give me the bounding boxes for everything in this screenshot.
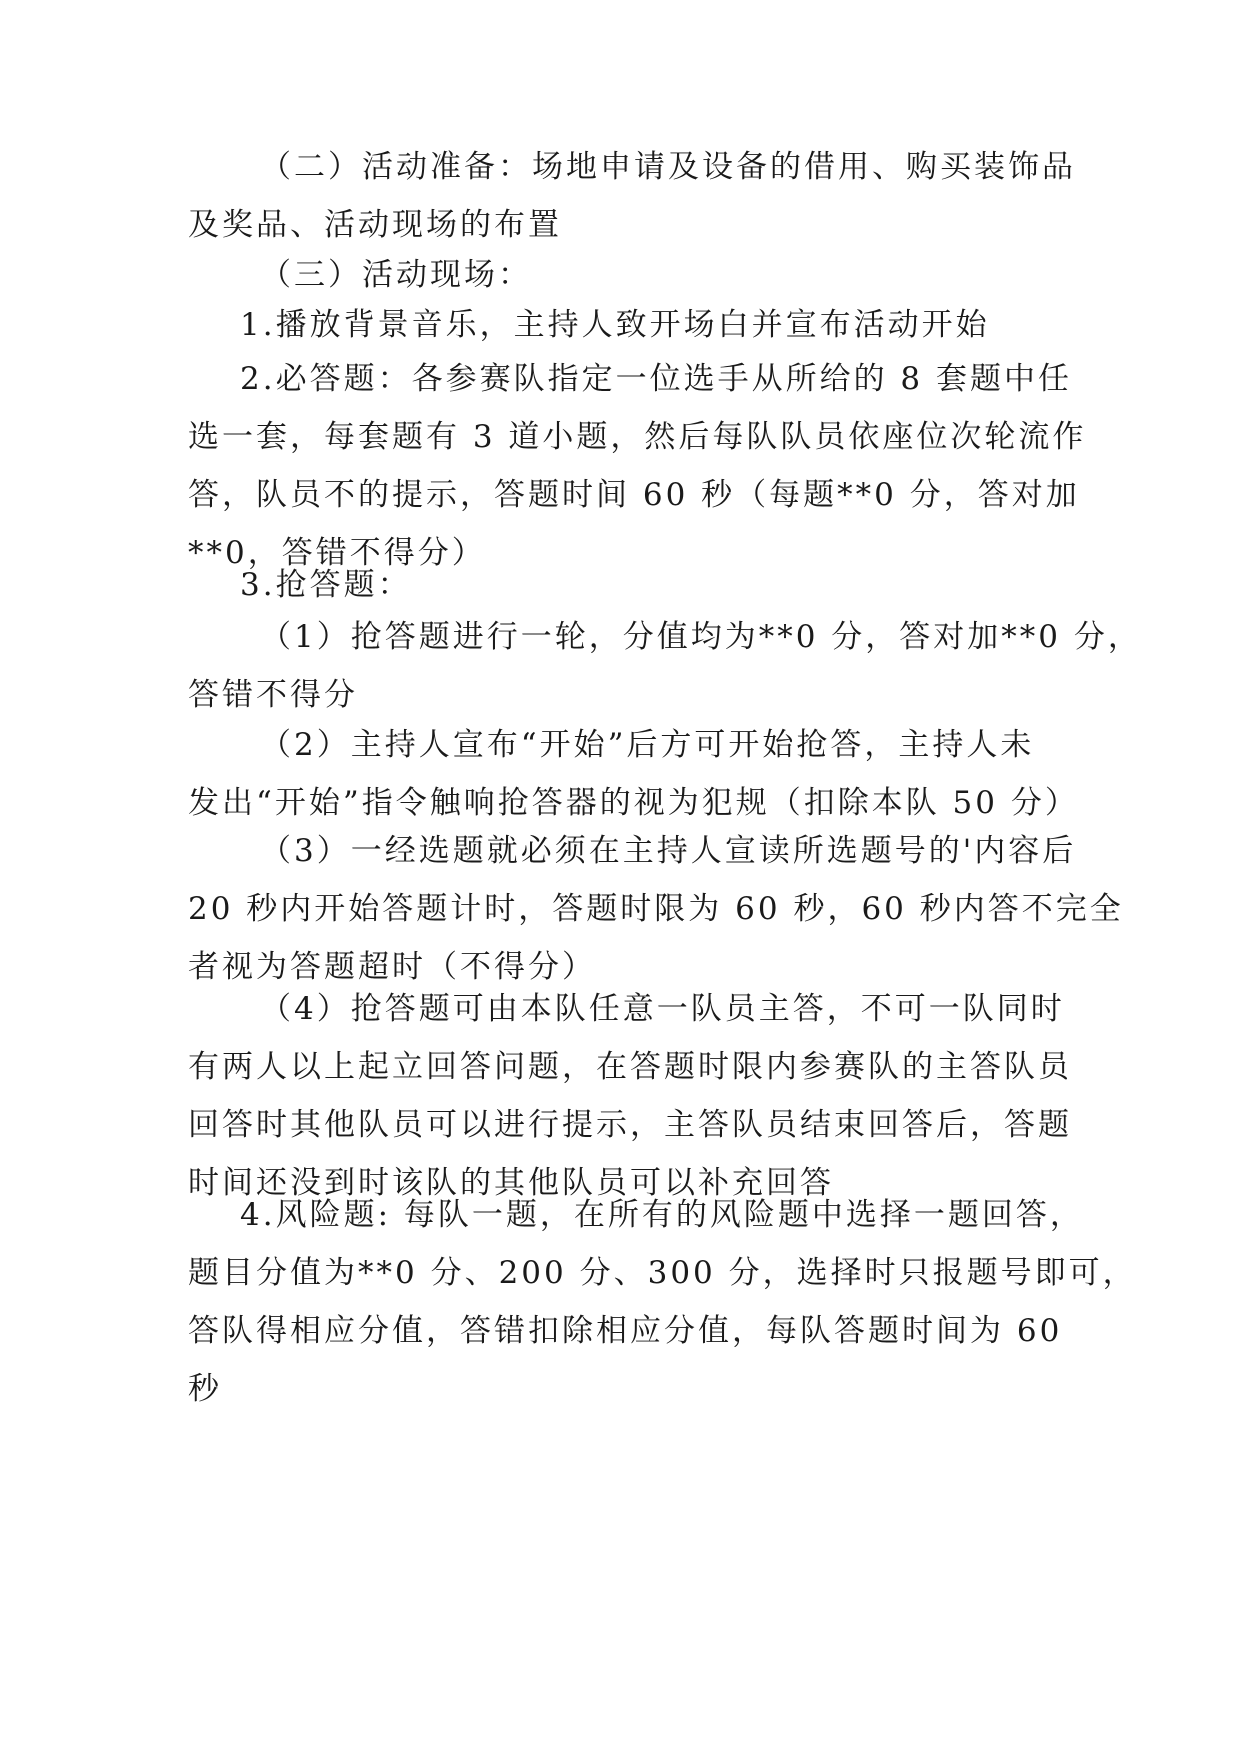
text-line: 4.风险题: 每队一题，在所有的风险题中选择一题回答， — [240, 1197, 1084, 1233]
text-line: **0，答错不得分） — [188, 535, 486, 571]
text-line: （4）抢答题可由本队任意一队员主答，不可一队同时 — [260, 991, 1065, 1027]
paragraph-item-2-required-questions — [188, 350, 1087, 582]
text-line: 发出“开始”指令触响抢答器的视为犯规（扣除本队 50 分） — [188, 785, 1079, 821]
paragraph-item-4-risk-questions — [188, 1186, 1137, 1418]
text-line: （二）活动准备：场地申请及设备的借用、购买装饰品 — [260, 149, 1076, 185]
text-line: 答队得相应分值，答错扣除相应分值，每队答题时间为 60 — [188, 1313, 1063, 1349]
paragraph-item-3-rule-4 — [188, 980, 1072, 1212]
paragraph-item-3-rule-1 — [188, 608, 1142, 724]
text-line: （3）一经选题就必须在主持人宣读所选题号的'内容后 — [260, 833, 1077, 869]
text-line: 答错不得分 — [188, 677, 358, 713]
text-line: 题目分值为**0 分、200 分、300 分，选择时只报题号即可， — [188, 1255, 1137, 1291]
text-line: （1）抢答题进行一轮，分值均为**0 分，答对加**0 分， — [260, 619, 1142, 655]
text-line: （2）主持人宣布“开始”后方可开始抢答，主持人未 — [260, 727, 1035, 763]
text-line: 20 秒内开始答题计时，答题时限为 60 秒，60 秒内答不完全 — [188, 891, 1124, 927]
text-line: 答，队员不的提示，答题时间 60 秒（每题**0 分，答对加 — [188, 477, 1080, 513]
text-line: 秒 — [188, 1371, 222, 1407]
paragraph-item-3-rule-2 — [188, 716, 1079, 832]
paragraph-item-3-quick-answer — [188, 556, 1068, 614]
text-line: 3.抢答题： — [240, 567, 412, 603]
paragraph-item-1 — [188, 296, 1068, 354]
text-line: 有两人以上起立回答问题，在答题时限内参赛队的主答队员 — [188, 1049, 1072, 1085]
paragraph-item-3-rule-3 — [188, 822, 1124, 996]
text-line: 2.必答题：各参赛队指定一位选手从所给的 8 套题中任 — [240, 361, 1073, 397]
text-line: 及奖品、活动现场的布置 — [188, 207, 562, 243]
paragraph-activity-preparation — [188, 138, 1076, 254]
text-line: 回答时其他队员可以进行提示，主答队员结束回答后，答题 — [188, 1107, 1072, 1143]
text-line: 时间还没到时该队的其他队员可以补充回答 — [188, 1165, 834, 1201]
text-line: 选一套，每套题有 3 道小题，然后每队队员依座位次轮流作 — [188, 419, 1087, 455]
text-line: （三）活动现场： — [260, 257, 532, 293]
text-line: 者视为答题超时（不得分） — [188, 949, 596, 985]
text-line: 1.播放背景音乐，主持人致开场白并宣布活动开始 — [240, 307, 990, 343]
